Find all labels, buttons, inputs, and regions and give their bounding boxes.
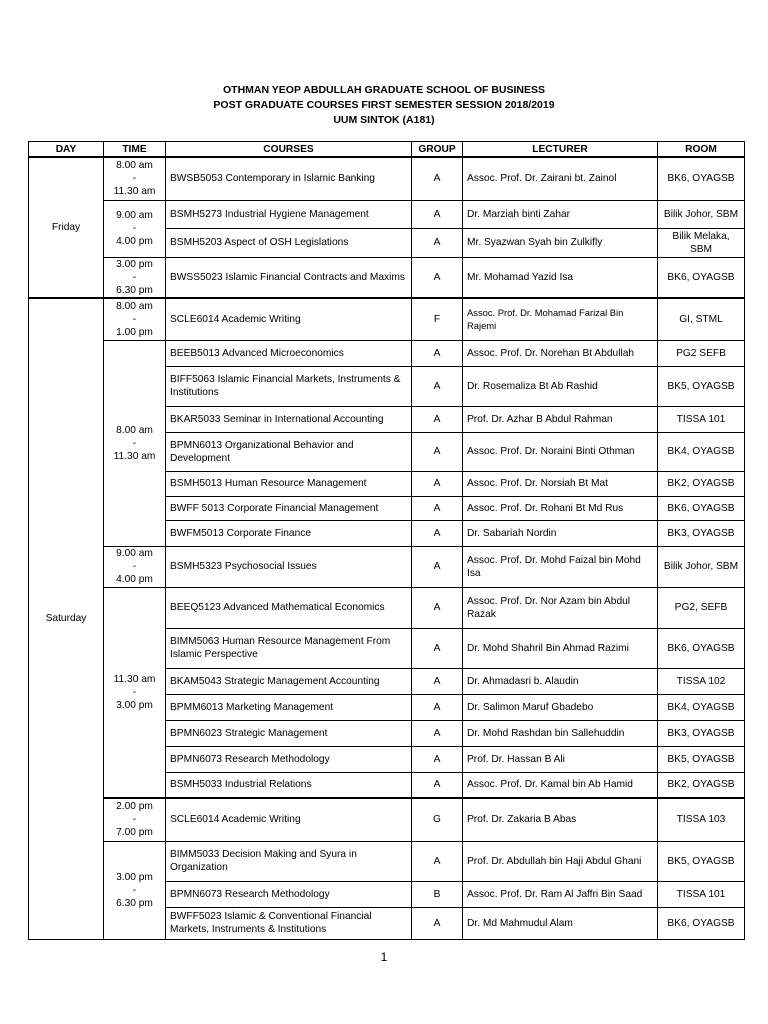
group-cell: A [412,471,463,496]
room-cell: BK5, OYAGSB [658,841,745,881]
table-row [29,546,745,587]
table-row [29,200,745,228]
room-cell: Bilik Johor, SBM [658,546,745,587]
course-cell: BPMN6013 Organizational Behavior and Development [166,432,412,471]
day-cell: Saturday [29,298,104,939]
lecturer-cell: Dr. Mohd Shahril Bin Ahmad Razimi [463,628,658,668]
room-cell: PG2 SEFB [658,340,745,366]
page-number: 1 [380,950,388,964]
lecturer-cell: Assoc. Prof. Dr. Mohamad Farizal Bin Rajemi [463,298,658,340]
time-cell: 9.00 am - 4.00 pm [104,200,166,257]
course-cell: BWFM5013 Corporate Finance [166,520,412,546]
lecturer-cell: Assoc. Prof. Dr. Norehan Bt Abdullah [463,340,658,366]
day-cell: Friday [29,157,104,298]
campus-code: UUM SINTOK (A181) [333,114,435,126]
group-cell: B [412,881,463,907]
course-cell: BWFF 5013 Corporate Financial Management [166,496,412,520]
group-cell: A [412,157,463,200]
time-cell: 8.00 am - 1.00 pm [104,298,166,340]
lecturer-cell: Assoc. Prof. Dr. Zairani bt. Zainol [463,157,658,200]
group-cell: A [412,200,463,228]
group-cell: A [412,907,463,939]
course-cell: SCLE6014 Academic Writing [166,798,412,841]
table-row [29,587,745,628]
course-cell: BPMN6073 Research Methodology [166,746,412,772]
group-cell: A [412,772,463,798]
time-cell: 8.00 am - 11.30 am [104,157,166,200]
table-row [29,841,745,881]
table-row [29,157,745,200]
room-cell: Bilik Johor, SBM [658,200,745,228]
col-time: TIME [104,142,166,158]
lecturer-cell: Assoc. Prof. Dr. Rohani Bt Md Rus [463,496,658,520]
col-courses: COURSES [166,142,412,158]
col-lecturer: LECTURER [463,142,658,158]
group-cell: A [412,520,463,546]
group-cell: A [412,668,463,694]
lecturer-cell: Dr. Marziah binti Zahar [463,200,658,228]
course-cell: BWSS5023 Islamic Financial Contracts and Maxims [166,257,412,298]
course-cell: BWSB5053 Contemporary in Islamic Banking [166,157,412,200]
room-cell: BK6, OYAGSB [658,157,745,200]
group-cell: A [412,257,463,298]
room-cell: TISSA 101 [658,406,745,432]
lecturer-cell: Prof. Dr. Hassan B Ali [463,746,658,772]
course-cell: SCLE6014 Academic Writing [166,298,412,340]
lecturer-cell: Dr. Md Mahmudul Alam [463,907,658,939]
time-cell: 8.00 am - 11.30 am [104,340,166,546]
lecturer-cell: Mr. Mohamad Yazid Isa [463,257,658,298]
group-cell: A [412,496,463,520]
course-cell: BIFF5063 Islamic Financial Markets, Instruments & Institutions [166,366,412,406]
time-cell: 3.00 pm - 6.30 pm [104,841,166,939]
table-row [29,340,745,366]
school-name: OTHMAN YEOP ABDULLAH GRADUATE SCHOOL OF BUSINESS [222,84,546,96]
time-cell: 2.00 pm - 7.00 pm [104,798,166,841]
lecturer-cell: Assoc. Prof. Dr. Kamal bin Ab Hamid [463,772,658,798]
group-cell: A [412,228,463,257]
lecturer-cell: Dr. Salimon Maruf Gbadebo [463,694,658,720]
course-cell: BSMH5203 Aspect of OSH Legislations [166,228,412,257]
lecturer-cell: Prof. Dr. Azhar B Abdul Rahman [463,406,658,432]
room-cell: BK6, OYAGSB [658,496,745,520]
lecturer-cell: Dr. Sabariah Nordin [463,520,658,546]
group-cell: A [412,841,463,881]
room-cell: BK5, OYAGSB [658,366,745,406]
lecturer-cell: Assoc. Prof. Dr. Norsiah Bt Mat [463,471,658,496]
group-cell: F [412,298,463,340]
course-cell: BPMM6013 Marketing Management [166,694,412,720]
room-cell: BK5, OYAGSB [658,746,745,772]
course-cell: BPMN6023 Strategic Management [166,720,412,746]
room-cell: BK2, OYAGSB [658,471,745,496]
room-cell: BK4, OYAGSB [658,694,745,720]
group-cell: G [412,798,463,841]
room-cell: TISSA 102 [658,668,745,694]
course-cell: BWFF5023 Islamic & Conventional Financial Markets, Instruments & Institutions [166,907,412,939]
lecturer-cell: Mr. Syazwan Syah bin Zulkifly [463,228,658,257]
lecturer-cell: Prof. Dr. Zakaria B Abas [463,798,658,841]
course-cell: BPMN6073 Research Methodology [166,881,412,907]
group-cell: A [412,432,463,471]
table-row [29,257,745,298]
group-cell: A [412,628,463,668]
group-cell: A [412,587,463,628]
group-cell: A [412,366,463,406]
course-cell: BEEB5013 Advanced Microeconomics [166,340,412,366]
lecturer-cell: Dr. Ahmadasri b. Alaudin [463,668,658,694]
course-cell: BIMM5063 Human Resource Management From Islamic Perspective [166,628,412,668]
col-group: GROUP [412,142,463,158]
course-cell: BIMM5033 Decision Making and Syura in Organization [166,841,412,881]
course-cell: BSMH5013 Human Resource Management [166,471,412,496]
room-cell: BK6, OYAGSB [658,257,745,298]
room-cell: TISSA 101 [658,881,745,907]
group-cell: A [412,406,463,432]
group-cell: A [412,746,463,772]
room-cell: PG2, SEFB [658,587,745,628]
course-cell: BKAM5043 Strategic Management Accounting [166,668,412,694]
group-cell: A [412,720,463,746]
lecturer-cell: Assoc. Prof. Dr. Nor Azam bin Abdul Razak [463,587,658,628]
lecturer-cell: Dr. Rosemaliza Bt Ab Rashid [463,366,658,406]
lecturer-cell: Assoc. Prof. Dr. Mohd Faizal bin Mohd Isa [463,546,658,587]
session-title: POST GRADUATE COURSES FIRST SEMESTER SESSION 2018/2019 [213,99,555,111]
group-cell: A [412,340,463,366]
course-cell: BEEQ5123 Advanced Mathematical Economics [166,587,412,628]
time-cell: 11.30 am - 3.00 pm [104,587,166,798]
lecturer-cell: Prof. Dr. Abdullah bin Haji Abdul Ghani [463,841,658,881]
room-cell: BK4, OYAGSB [658,432,745,471]
schedule-table [28,141,745,940]
course-cell: BSMH5033 Industrial Relations [166,772,412,798]
room-cell: BK6, OYAGSB [658,628,745,668]
course-cell: BSMH5323 Psychosocial Issues [166,546,412,587]
lecturer-cell: Dr. Mohd Rashdan bin Sallehuddin [463,720,658,746]
lecturer-cell: Assoc. Prof. Dr. Noraini Binti Othman [463,432,658,471]
room-cell: GI, STML [658,298,745,340]
group-cell: A [412,694,463,720]
room-cell: Bilik Melaka, SBM [658,228,745,257]
course-cell: BKAR5033 Seminar in International Accounting [166,406,412,432]
time-cell: 9.00 am - 4.00 pm [104,546,166,587]
time-cell: 3.00 pm - 6.30 pm [104,257,166,298]
course-cell: BSMH5273 Industrial Hygiene Management [166,200,412,228]
room-cell: TISSA 103 [658,798,745,841]
room-cell: BK6, OYAGSB [658,907,745,939]
table-row [29,798,745,841]
room-cell: BK3, OYAGSB [658,520,745,546]
table-row [29,298,745,340]
room-cell: BK2, OYAGSB [658,772,745,798]
room-cell: BK3, OYAGSB [658,720,745,746]
table-header-row [29,142,745,158]
lecturer-cell: Assoc. Prof. Dr. Ram Al Jaffri Bin Saad [463,881,658,907]
col-room: ROOM [658,142,745,158]
document-header [0,83,768,128]
col-day: DAY [29,142,104,158]
group-cell: A [412,546,463,587]
